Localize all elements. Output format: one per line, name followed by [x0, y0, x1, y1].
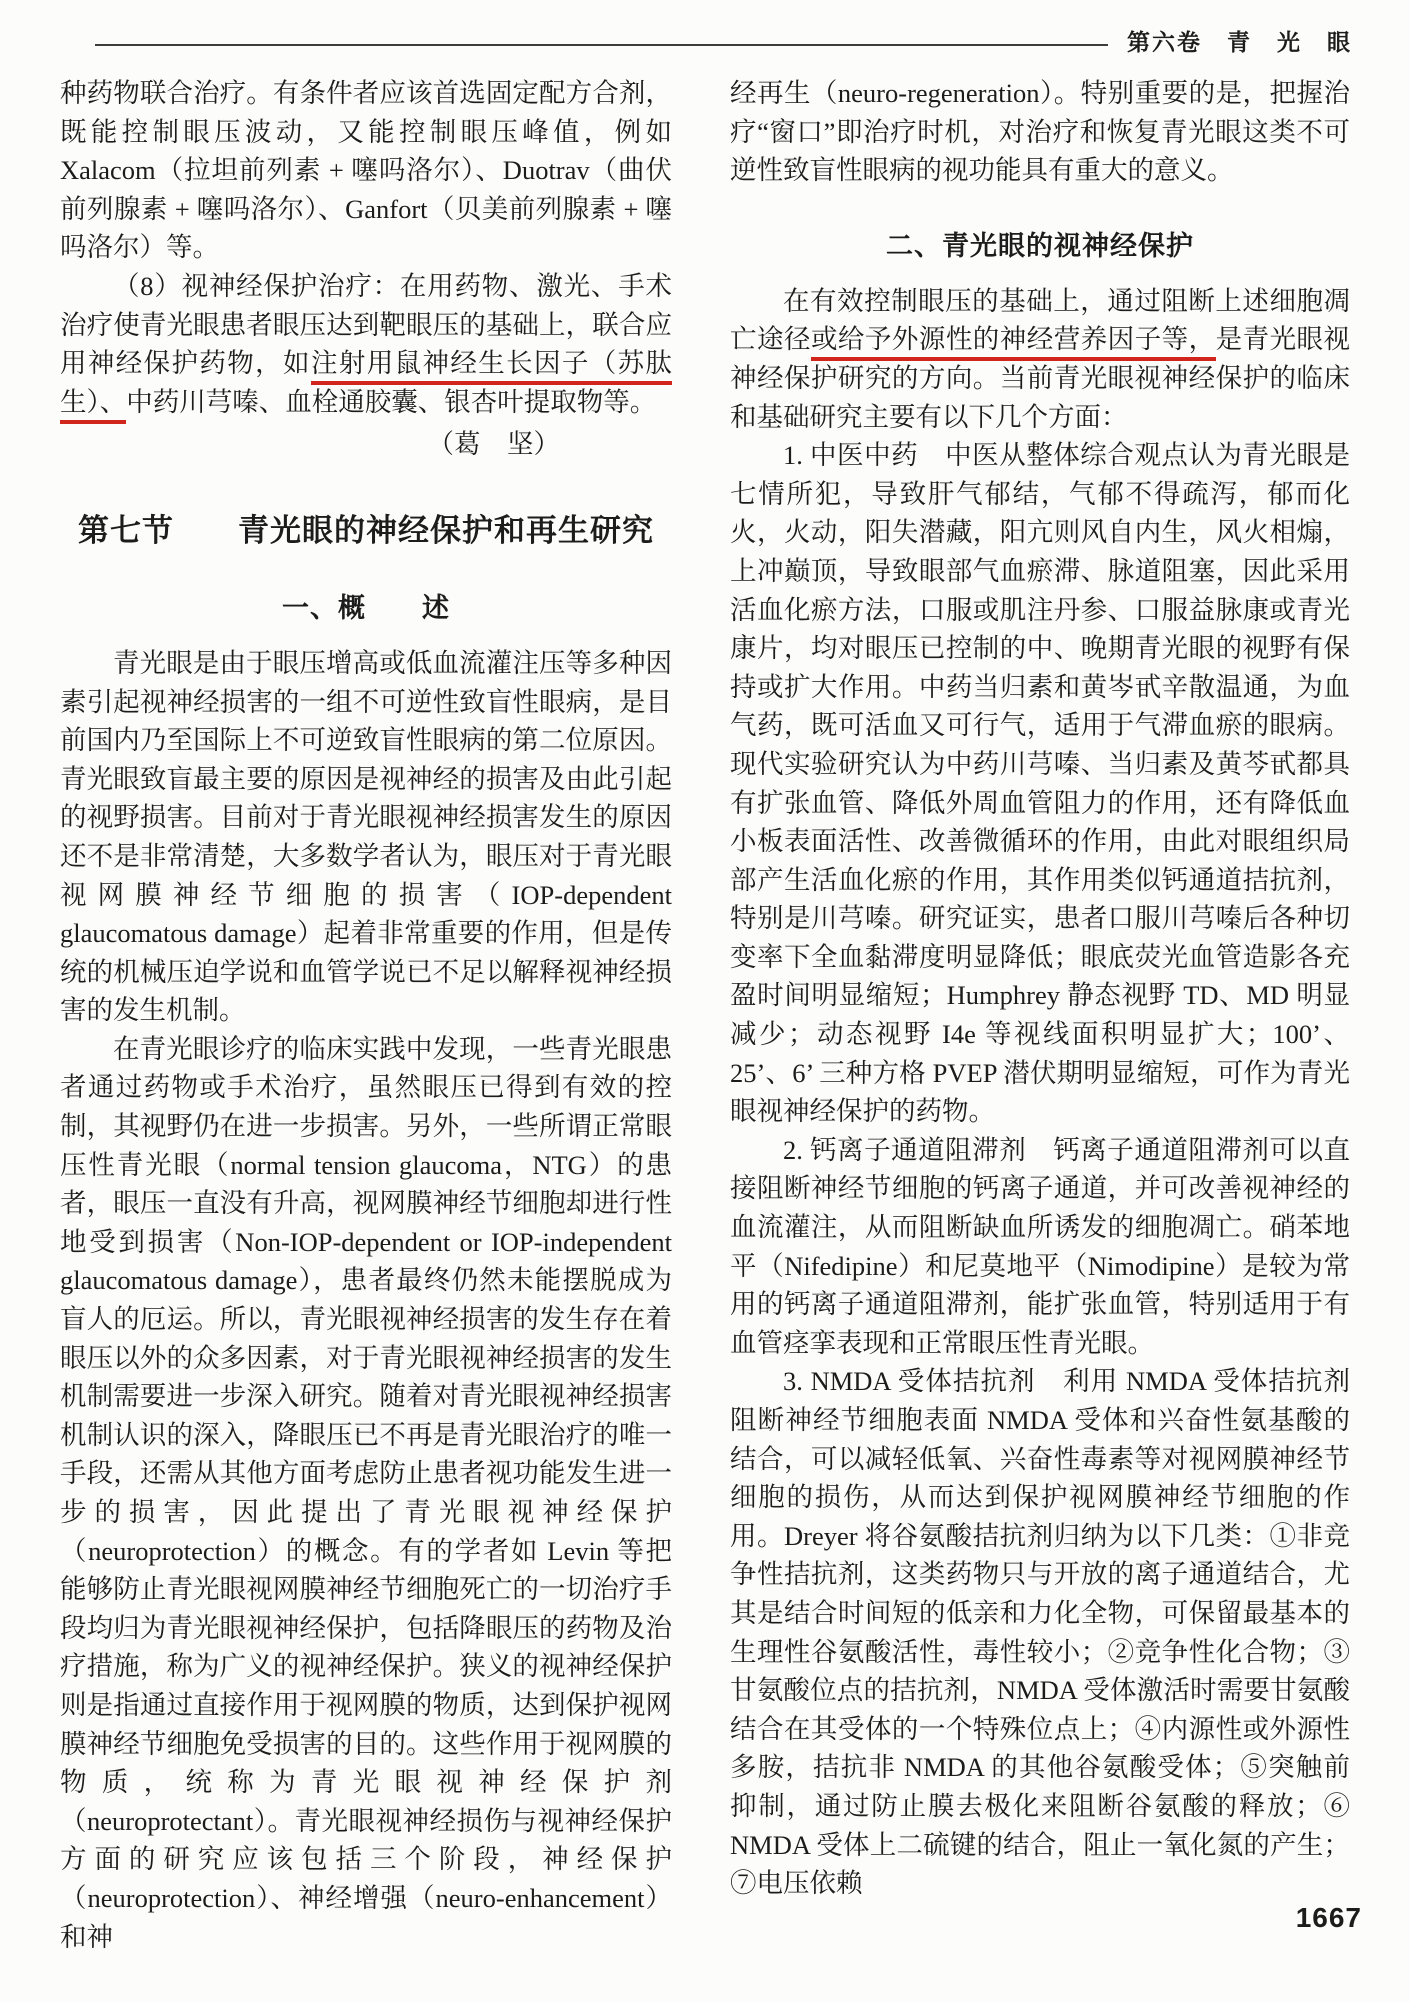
paragraph-8-tail-text: 中药川芎嗪、血栓通胶囊、银杏叶提取物等。: [126, 386, 657, 417]
paragraph-combination-therapy: 种药物联合治疗。有条件者应该首选固定配方合剂，既能控制眼压波动，又能控制眼压峰值，例如 Xalacom（拉坦前列素 + 噻吗洛尔）、Duotrav（曲伏前列腺素 + 噻吗洛尔）、Ganfort（贝美前列腺素 + 噻吗洛尔）等。: [60, 78, 672, 263]
intro-lead-text: 在有效控制眼压的基础上，通过阻断上述细胞凋亡途径: [730, 285, 1350, 355]
left-column: [60, 74, 672, 1956]
item-2-calcium-channel-blockers: 2. 钙离子通道阻滞剂 钙离子通道阻滞剂可以直接阻断神经节细胞的钙离子通道，并可改善视神经的血流灌注，从而阻断缺血所诱发的细胞凋亡。硝苯地平（Nifedipine）和尼莫地平（Nimodipine）是较为常用的钙离子通道阻滞剂，能扩张血管，特别适用于有血管痉挛表现和正常眼压性青光眼。: [730, 1134, 1350, 1358]
overview-paragraph-2: 在青光眼诊疗的临床实践中发现，一些青光眼患者通过药物或手术治疗，虽然眼压已得到有效的控制，其视野仍在进一步损害。另外，一些所谓正常眼压性青光眼（normal tension glaucoma，NTG）的患者，眼压一直没有升高，视网膜神经节细胞却进行性地受到损害（Non-IOP-dependent or IOP-independent glaucomatous damage），患者最终仍然未能摆脱成为盲人的厄运。所以，青光眼视神经损害的发生存在着眼压以外的众多因素，对于青光眼视神经损害的发生机制需要进一步深入研究。随着对青光眼视神经损害机制认识的深入，降眼压已不再是青光眼治疗的唯一手段，还需从其他方面考虑防止患者视功能发生进一步的损害，因此提出了青光眼视神经保护（neuroprotection）的概念。有的学者如 Levin 等把能够防止青光眼视网膜神经节细胞死亡的一切治疗手段均归为青光眼视神经保护，包括降眼压的药物及治疗措施，称为广义的视神经保护。狭义的视神经保护则是指通过直接作用于视网膜的物质，达到保护视网膜神经节细胞免受损害的目的。这些作用于视网膜的物质，统称为青光眼视神经保护剂（neuroprotectant）。青光眼视神经损伤与视神经保护方面的研究应该包括三个阶段，神经保护（neuroprotection）、神经增强（neuro-enhancement）和神: [60, 1033, 672, 1952]
item-3-nmda-receptor-antagonists: 3. NMDA 受体拮抗剂 利用 NMDA 受体拮抗剂阻断神经节细胞表面 NMDA 受体和兴奋性氨基酸的结合，可以减轻低氧、兴奋性毒素等对视网膜神经节细胞的损伤，从而达到保护视网膜神经节细胞的作用。Dreyer 将谷氨酸拮抗剂归纳为以下几类：①非竞争性拮抗剂，这类药物只与开放的离子通道结合，尤其是结合时间短的低亲和力化全物，可保留最基本的生理性谷氨酸活性，毒性较小；②竞争性化合物；③甘氨酸位点的拮抗剂，NMDA 受体激活时需要甘氨酸结合在其受体的一个特殊位点上；④内源性或外源性多胺，拮抗非 NMDA 的其他谷氨酸受体；⑤突触前抑制，通过防止膜去极化来阻断谷氨酸的释放；⑥ NMDA 受体上二硫键的结合，阻止一氧化氮的产生；⑦电压依赖: [730, 1366, 1350, 1899]
paragraph-8-neuroprotection-treatment: [60, 267, 672, 421]
red-underline-annotation: 或给予外源性的神经营养因子等，: [811, 324, 1216, 361]
overview-paragraph-1: 青光眼是由于眼压增高或低血流灌注压等多种因素引起视神经损害的一组不可逆性致盲性眼病，是目前国内乃至国际上不可逆致盲性眼病的第二位原因。青光眼致盲最主要的原因是视神经的损害及由此引起的视野损害。目前对于青光眼视神经损害发生的原因还不是非常清楚，大多数学者认为，眼压对于青光眼视网膜神经节细胞的损害（IOP-dependent glaucomatous damage）起着非常重要的作用，但是传统的机械压迫学说和血管学说已不足以解释视神经损害的发生机制。: [60, 647, 672, 1026]
paragraph-neuroprotection-intro: [730, 282, 1350, 436]
red-underline-annotation: 注射用鼠神经生长因子（苏肽生）、: [60, 348, 672, 424]
subsection-heading-neuroprotection: 二、青光眼的视神经保护: [886, 230, 1194, 261]
right-column: [730, 74, 1350, 1903]
page-number: 1667: [1295, 1902, 1362, 1933]
header-rule: [95, 44, 1108, 46]
paragraph-8-lead-text: （8）视神经保护治疗：在用药物、激光、手术治疗使青光眼患者眼压达到靶眼压的基础上，联合应用神经保护药物，如: [60, 270, 672, 379]
running-header: 第六卷 青 光 眼: [1127, 29, 1352, 55]
author-attribution: （葛 坚）: [427, 429, 560, 460]
section-7-heading: 第七节 青光眼的神经保护和再生研究: [78, 512, 654, 548]
item-1-traditional-chinese-medicine: 1. 中医中药 中医从整体综合观点认为青光眼是七情所犯，导致肝气郁结，气郁不得疏泻，郁而化火，火动，阳失潜藏，阳亢则风自内生，风火相煽，上冲巅顶，导致眼部气血瘀滞、脉道阻塞，因此采用活血化瘀方法，口服或肌注丹参、口服益脉康或青光康片，均对眼压已控制的中、晚期青光眼的视野有保持或扩大作用。中药当归素和黄岑甙辛散温通，为血气药，既可活血又可行气，适用于气滞血瘀的眼病。现代实验研究认为中药川芎嗪、当归素及黄芩甙都具有扩张血管、降低外周血管阻力的作用，还有降低血小板表面活性、改善微循环的作用，由此对眼组织局部产生活血化瘀的作用，其作用类似钙通道拮抗剂，特别是川芎嗪。研究证实，患者口服川芎嗪后各种切变率下全血黏滞度明显降低；眼底荧光血管造影各充盈时间明显缩短；Humphrey 静态视野 TD、MD 明显减少；动态视野 I4e 等视线面积明显扩大；100’、25’、6’ 三种方格 PVEP 潜伏期明显缩短，可作为青光眼视神经保护的药物。: [730, 440, 1350, 1127]
subsection-heading-overview: 一、概 述: [282, 592, 450, 623]
intro-tail-text: 是青光眼视神经保护研究的方向。当前青光眼视神经保护的临床和基础研究主要有以下几个方面：: [730, 324, 1351, 432]
two-column-layout: [60, 74, 1350, 1956]
paragraph-neuro-regeneration: 经再生（neuro-regeneration）。特别重要的是，把握治疗“窗口”即治疗时机，对治疗和恢复青光眼这类不可逆性致盲性眼病的视功能具有重大的意义。: [730, 78, 1350, 186]
